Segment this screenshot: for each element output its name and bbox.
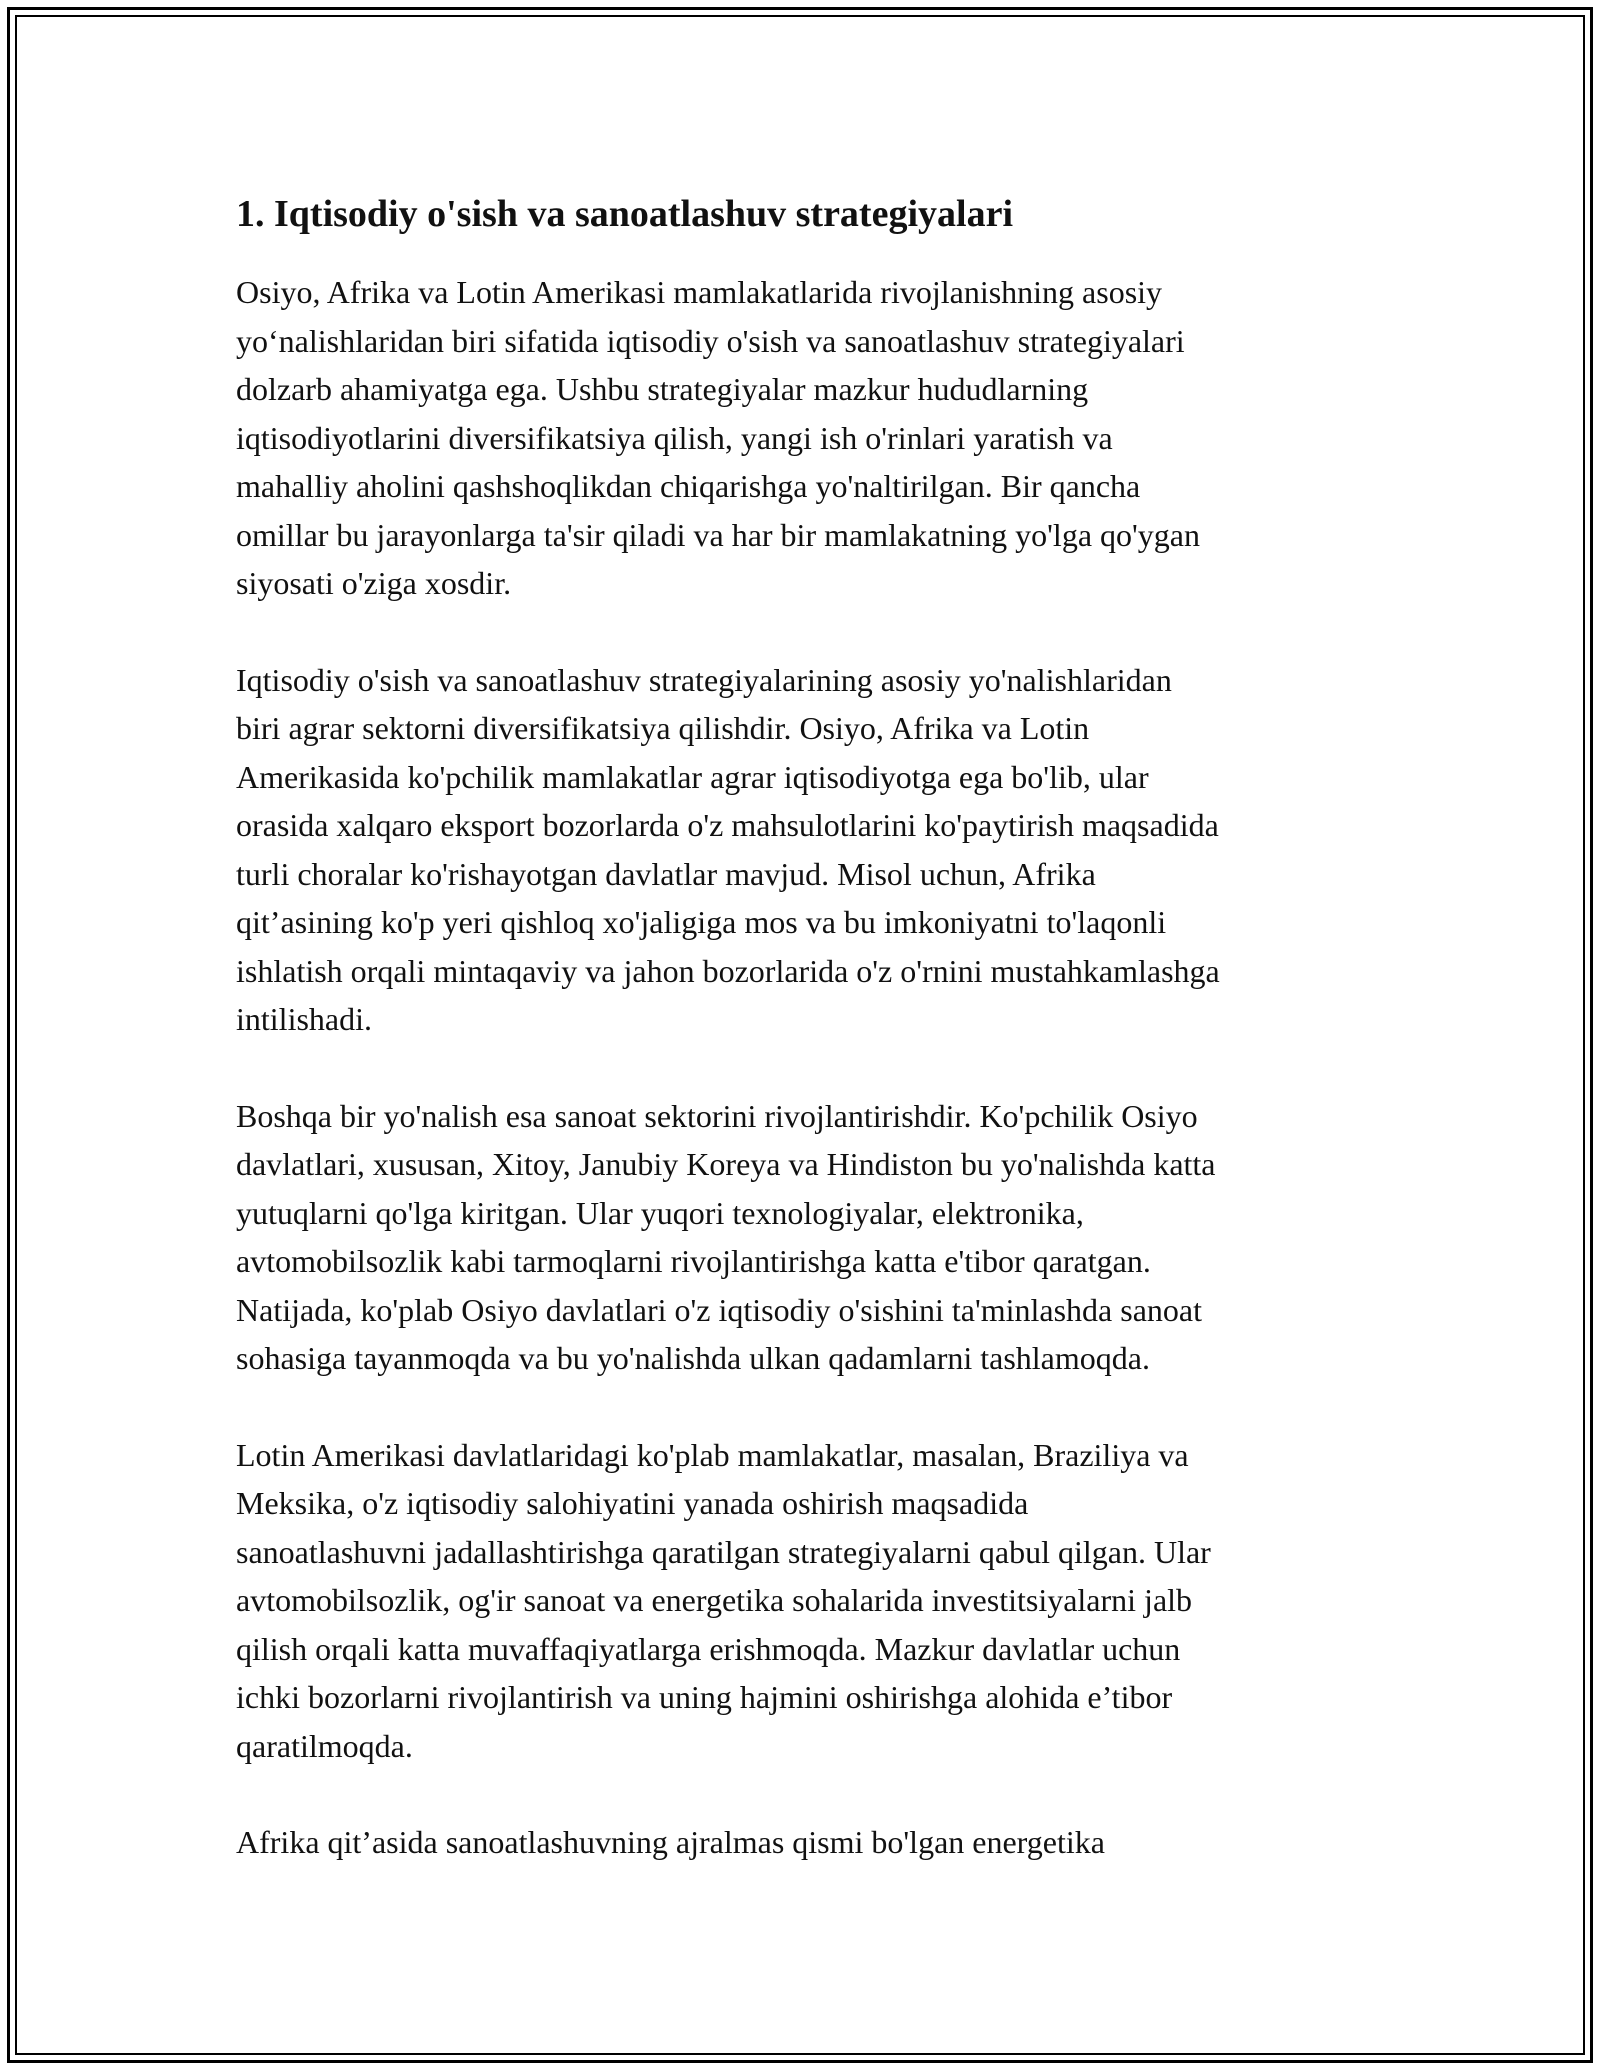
document-body (236, 188, 1376, 1915)
paragraph-4: Lotin Amerikasi davlatlaridagi ko'plab mamlakatlar, masalan, Braziliya va Meksika, o'z iqtisodiy salohiyatini yanada oshirish maqsadida sanoatlashuvni jadallashtirishga qaratilgan strategiyalarni qabul qilgan. Ular avtomobilsozlik, og'ir sanoat va energetika sohalarida investitsiyalarni jalb qilish orqali katta muvaffaqiyatlarga erishmoqda. Mazkur davlatlar uchun ichki bozorlarni rivojlantirish va uning hajmini oshirishga alohida e’tibor qaratilmoqda. (236, 1436, 1211, 1764)
paragraph-3: Boshqa bir yo'nalish esa sanoat sektorini rivojlantirishdir. Ko'pchilik Osiyo davlatlari, xususan, Xitoy, Janubiy Koreya va Hindiston bu yo'nalishda katta yutuqlarni qo'lga kiritgan. Ular yuqori texnologiyalar, elektronika, avtomobilsozlik kabi tarmoqlarni rivojlantirishga katta e'tibor qaratgan. Natijada, ko'plab Osiyo davlatlari o'z iqtisodiy o'sishini ta'minlashda sanoat sohasiga tayanmoqda va bu yo'nalishda ulkan qadamlarni tashlamoqda. (236, 1097, 1216, 1376)
paragraph-5: Afrika qit’asida sanoatlashuvning ajralmas qismi bo'lgan energetika (236, 1824, 1105, 1860)
paragraph-2: Iqtisodiy o'sish va sanoatlashuv strategiyalarining asosiy yo'nalishlaridan biri agrar sektorni diversifikatsiya qilishdir. Osiyo, Afrika va Lotin Amerikasida ko'pchilik mamlakatlar agrar iqtisodiyotga ega bo'lib, ular orasida xalqaro eksport bozorlarda o'z mahsulotlarini ko'paytirish maqsadida turli choralar ko'rishayotgan davlatlar mavjud. Misol uchun, Afrika qit’asining ko'p yeri qishloq xo'jaligiga mos va bu imkoniyatni to'laqonli ishlatish orqali mintaqaviy va jahon bozorlarida o'z o'rnini mustahkamlashga intilishadi. (236, 661, 1220, 1037)
paragraph-1: Osiyo, Afrika va Lotin Amerikasi mamlakatlarida rivojlanishning asosiy yo‘nalishlaridan biri sifatida iqtisodiy o'sish va sanoatlashuv strategiyalari dolzarb ahamiyatga ega. Ushbu strategiyalar mazkur hududlarning iqtisodiyotlarini diversifikatsiya qilish, yangi ish o'rinlari yaratish va mahalliy aholini qashshoqlikdan chiqarishga yo'naltirilgan. Bir qancha omillar bu jarayonlarga ta'sir qiladi va har bir mamlakatning yo'lga qo'ygan siyosati o'ziga xosdir. (236, 274, 1200, 601)
section-heading: 1. Iqtisodiy o'sish va sanoatlashuv strategiyalari (236, 193, 1013, 235)
